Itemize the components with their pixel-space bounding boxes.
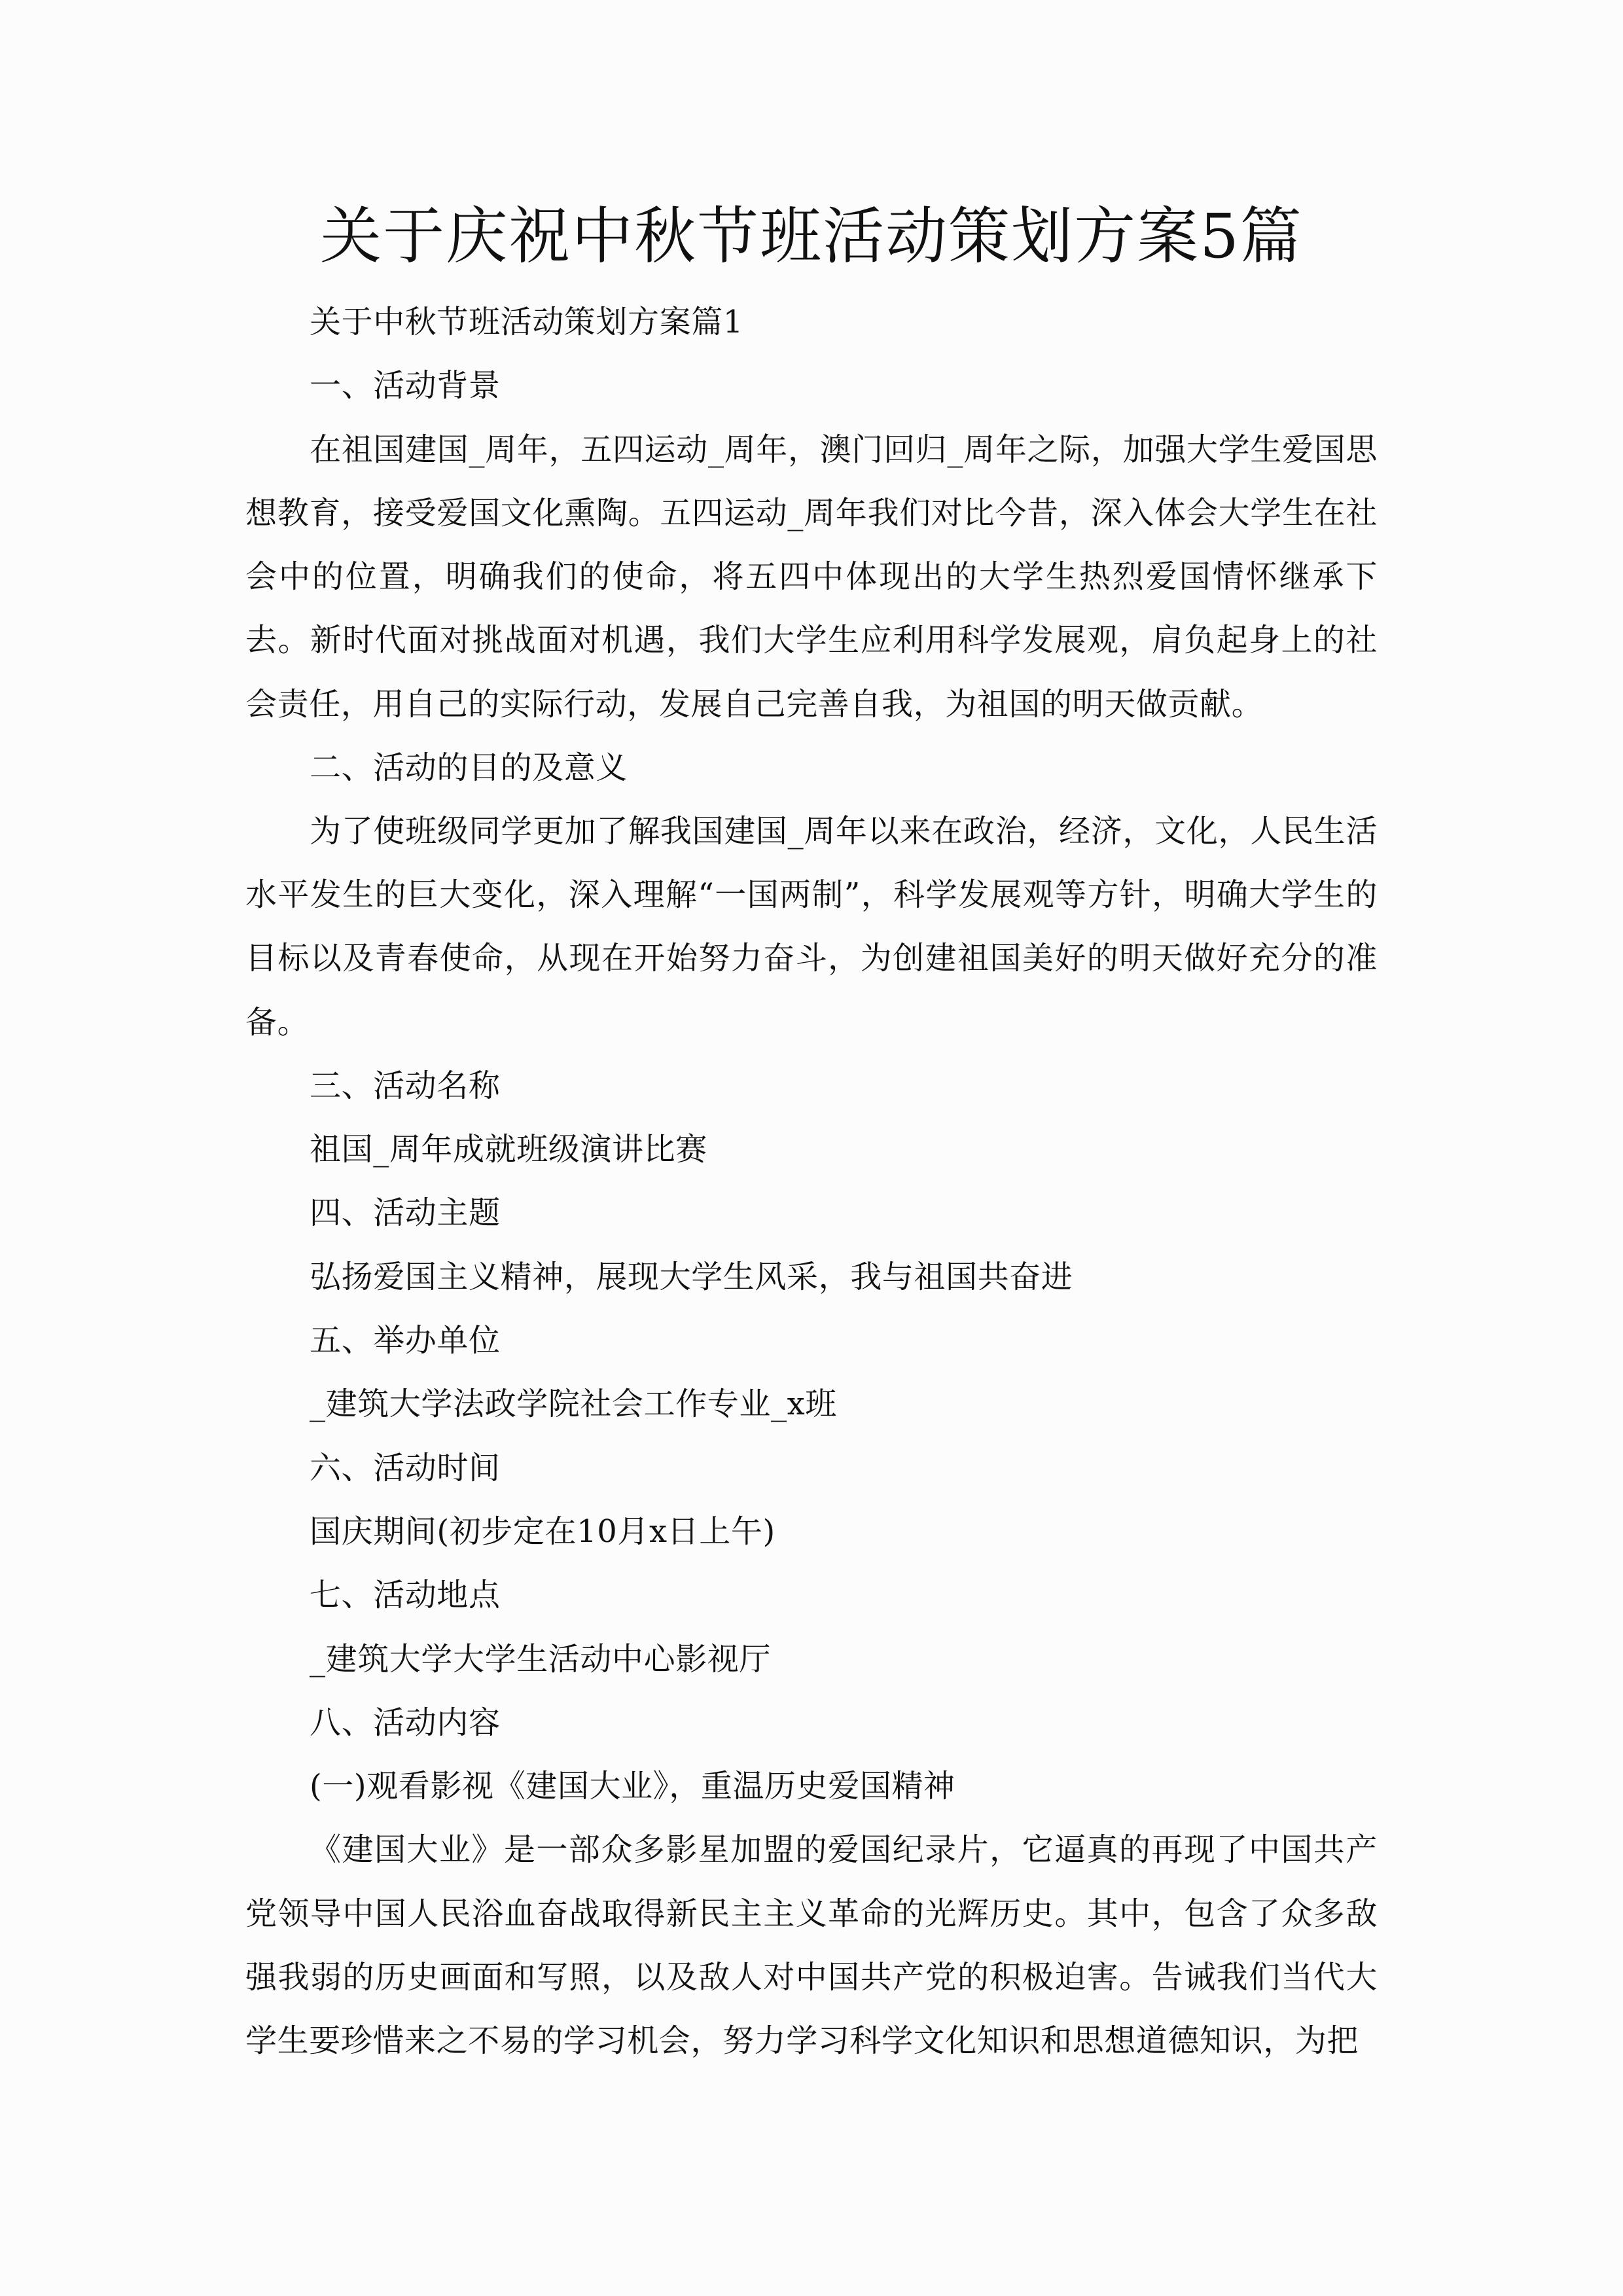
section-subheading: (一)观看影视《建国大业》，重温历史爱国精神 bbox=[310, 1768, 955, 1805]
section-paragraph: 弘扬爱国主义精神，展现大学生风采，我与祖国共奋进 bbox=[310, 1258, 1073, 1295]
section-paragraph: 《建国大业》是一部众多影星加盟的爱国纪录片，它逼真的再现了中国共产党领导中国人民浴血奋战取得新民主主义革命的光辉历史。其中，包含了众多敌强我弱的历史画面和写照，以及敌人对中国共产党的积极迫害。告诫我们当代大学生要珍惜来之不易的学习机会，努力学习科学文化知识和思想道德知识，为把 bbox=[245, 1831, 1378, 2060]
section-paragraph: _建筑大学大学生活动中心影视厅 bbox=[310, 1640, 772, 1677]
section-paragraph: _建筑大学法政学院社会工作专业_x班 bbox=[310, 1386, 837, 1423]
section-heading: 六、活动时间 bbox=[310, 1449, 501, 1486]
section-heading: 五、举办单位 bbox=[310, 1322, 501, 1359]
section-paragraph: 祖国_周年成就班级演讲比赛 bbox=[310, 1131, 707, 1168]
section-paragraph: 在祖国建国_周年，五四运动_周年，澳门回归_周年之际，加强大学生爱国思想教育，接受爱国文化熏陶。五四运动_周年我们对比今昔，深入体会大学生在社会中的位置，明确我们的使命，将五四中体现出的大学生热烈爱国情怀继承下去。新时代面对挑战面对机遇，我们大学生应利用科学发展观，肩负起身上的社会责任，用自己的实际行动，发展自己完善自我，为祖国的明天做贡献。 bbox=[245, 431, 1378, 723]
document-body bbox=[245, 291, 1378, 2073]
section-heading: 三、活动名称 bbox=[310, 1067, 501, 1104]
section-heading: 七、活动地点 bbox=[310, 1577, 501, 1614]
document-title: 关于庆祝中秋节班活动策划方案5篇 bbox=[320, 201, 1303, 272]
section-heading: 一、活动背景 bbox=[310, 367, 501, 404]
section-heading: 八、活动内容 bbox=[310, 1704, 501, 1741]
article-subtitle: 关于中秋节班活动策划方案篇1 bbox=[310, 304, 743, 340]
section-paragraph: 为了使班级同学更加了解我国建国_周年以来在政治，经济，文化，人民生活水平发生的巨大变化，深入理解“一国两制”，科学发展观等方针，明确大学生的目标以及青春使命，从现在开始努力奋斗，为创建祖国美好的明天做好充分的准备。 bbox=[245, 812, 1378, 1041]
section-heading: 二、活动的目的及意义 bbox=[310, 749, 628, 786]
section-heading: 四、活动主题 bbox=[310, 1194, 501, 1232]
section-paragraph: 国庆期间(初步定在10月x日上午) bbox=[310, 1513, 776, 1550]
